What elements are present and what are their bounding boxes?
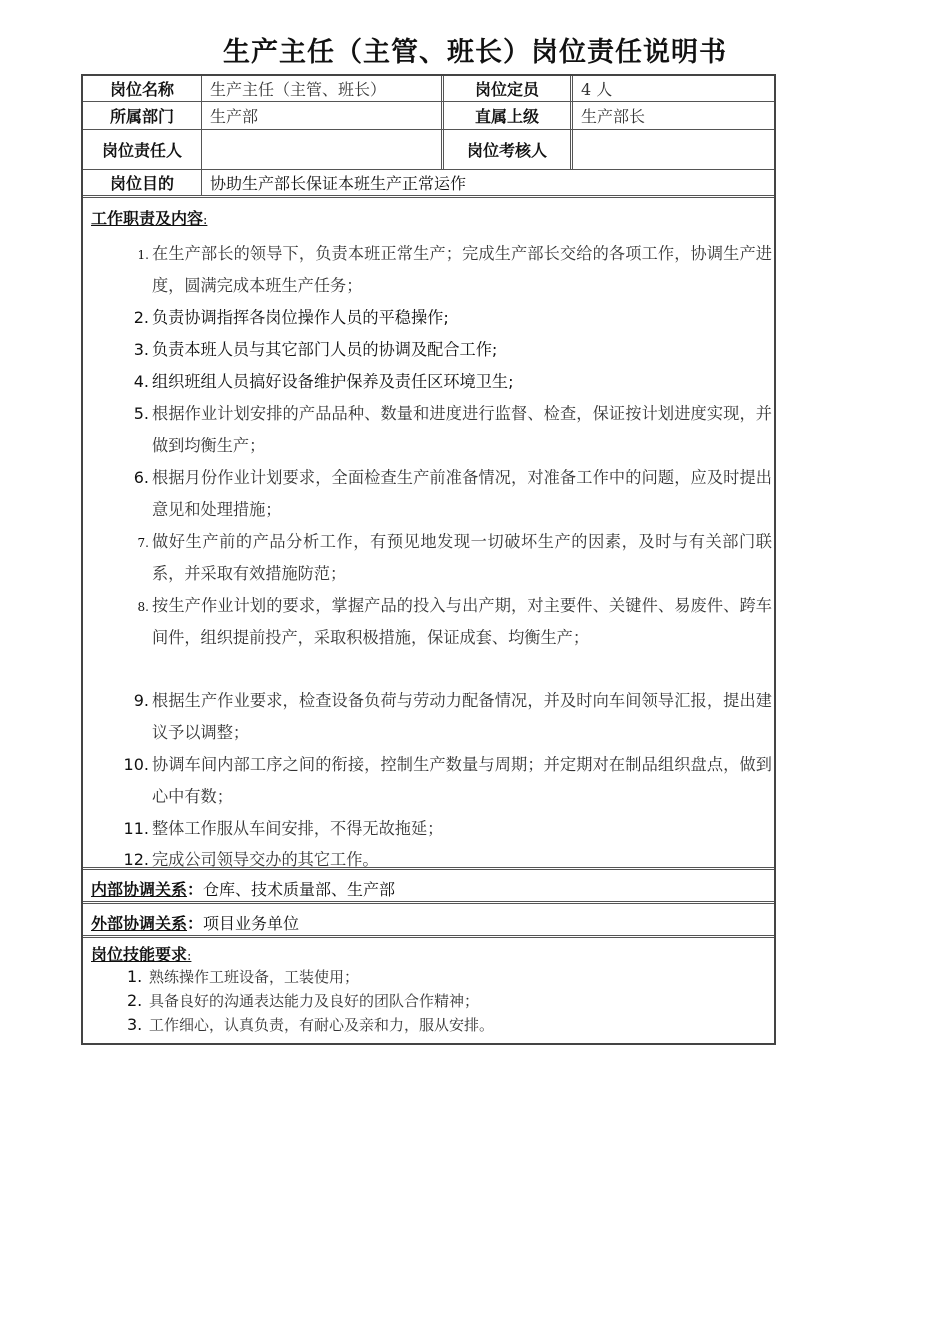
purpose-label: 岗位目的 (109, 174, 174, 193)
skill-item: 2. 具备良好的沟通表达能力及良好的团队合作精神； (127, 991, 480, 1010)
row-purpose (83, 170, 774, 198)
headcount-label: 岗位定员 (474, 80, 539, 99)
internal-relations: 内部协调关系：仓库、技术质量部、生产部 (91, 880, 396, 899)
supervisor-label: 直属上级 (474, 107, 539, 126)
job-description-table (81, 74, 776, 1045)
document-title: 生产主任（主管、班长）岗位责任说明书 (223, 37, 727, 68)
purpose-value: 协助生产部长保证本班生产正常运作 (210, 174, 467, 193)
responsible-value (202, 130, 442, 169)
assessor-label: 岗位考核人 (466, 141, 547, 160)
skills-section (83, 938, 774, 1045)
assessor-value (573, 130, 773, 169)
headcount-value: 4 人 (581, 80, 613, 99)
position-name-label: 岗位名称 (109, 80, 174, 99)
external-relations: 外部协调关系：项目业务单位 (91, 914, 300, 933)
responsible-label: 岗位责任人 (101, 141, 182, 160)
skill-item: 1. 熟练操作工班设备，工装使用； (127, 967, 360, 986)
skill-item: 3. 工作细心，认真负责，有耐心及亲和力，服从安排。 (127, 1015, 495, 1034)
department-label: 所属部门 (109, 107, 174, 126)
duties-section: 工作职责及内容: 1. 在生产部长的领导下，负责本班正常生产；完成生产部长交给的各项工作，协调生产进度，圆满完成本班生产任务； 2. 负责协调指挥各岗位操作人员的平稳操作; 3. 负责本班人员与其它部门人员的协调及配合工作; 4. 组织班组人员搞好设备维护保养及责任区环境卫生; 5. 根据作业计划安排的产品品种、数量和进度进行监督、检查，保证按计划进度实现，并做到均衡生产； 6. 根据月份作业计划要求，全面检查生产前准备情况，对准备工作中的问题，应及时提出意见和处理措施； 7. 做好生产前的产品分析工作，有预见地发现一切破坏生产的因素，及时与有关部门联系，并采取有效措施防范； 8. 按生产作业计划的要求，掌握产品的投入与出产期，对主要件、关键件、易废件、跨车间件，组织提前投产，采取积极措施，保证成套、均衡生产； 9. 根据生产作业要求，检查设备负荷与劳动力配备情况，并及时向车间领导汇报，提出建议予以调整； 10. 协调车间内部工序之间的衔接，控制生产数量与周期；并定期对在制品组织盘点，做到心中有数； 11. 整体工作服从车间安排，不得无故拖延； 12. 完成公司领导交办的其它工作。 (83, 198, 774, 870)
row-position-name (83, 76, 774, 102)
external-relations-row (83, 904, 774, 938)
row-responsible (83, 130, 774, 170)
skills-heading: 岗位技能要求: (91, 945, 192, 964)
position-name-value: 生产主任（主管、班长） (210, 80, 387, 99)
row-department (83, 102, 774, 130)
duties-heading: 工作职责及内容: (91, 209, 208, 228)
internal-relations-row (83, 870, 774, 904)
supervisor-value: 生产部长 (581, 107, 646, 126)
department-value: 生产部 (210, 107, 259, 126)
